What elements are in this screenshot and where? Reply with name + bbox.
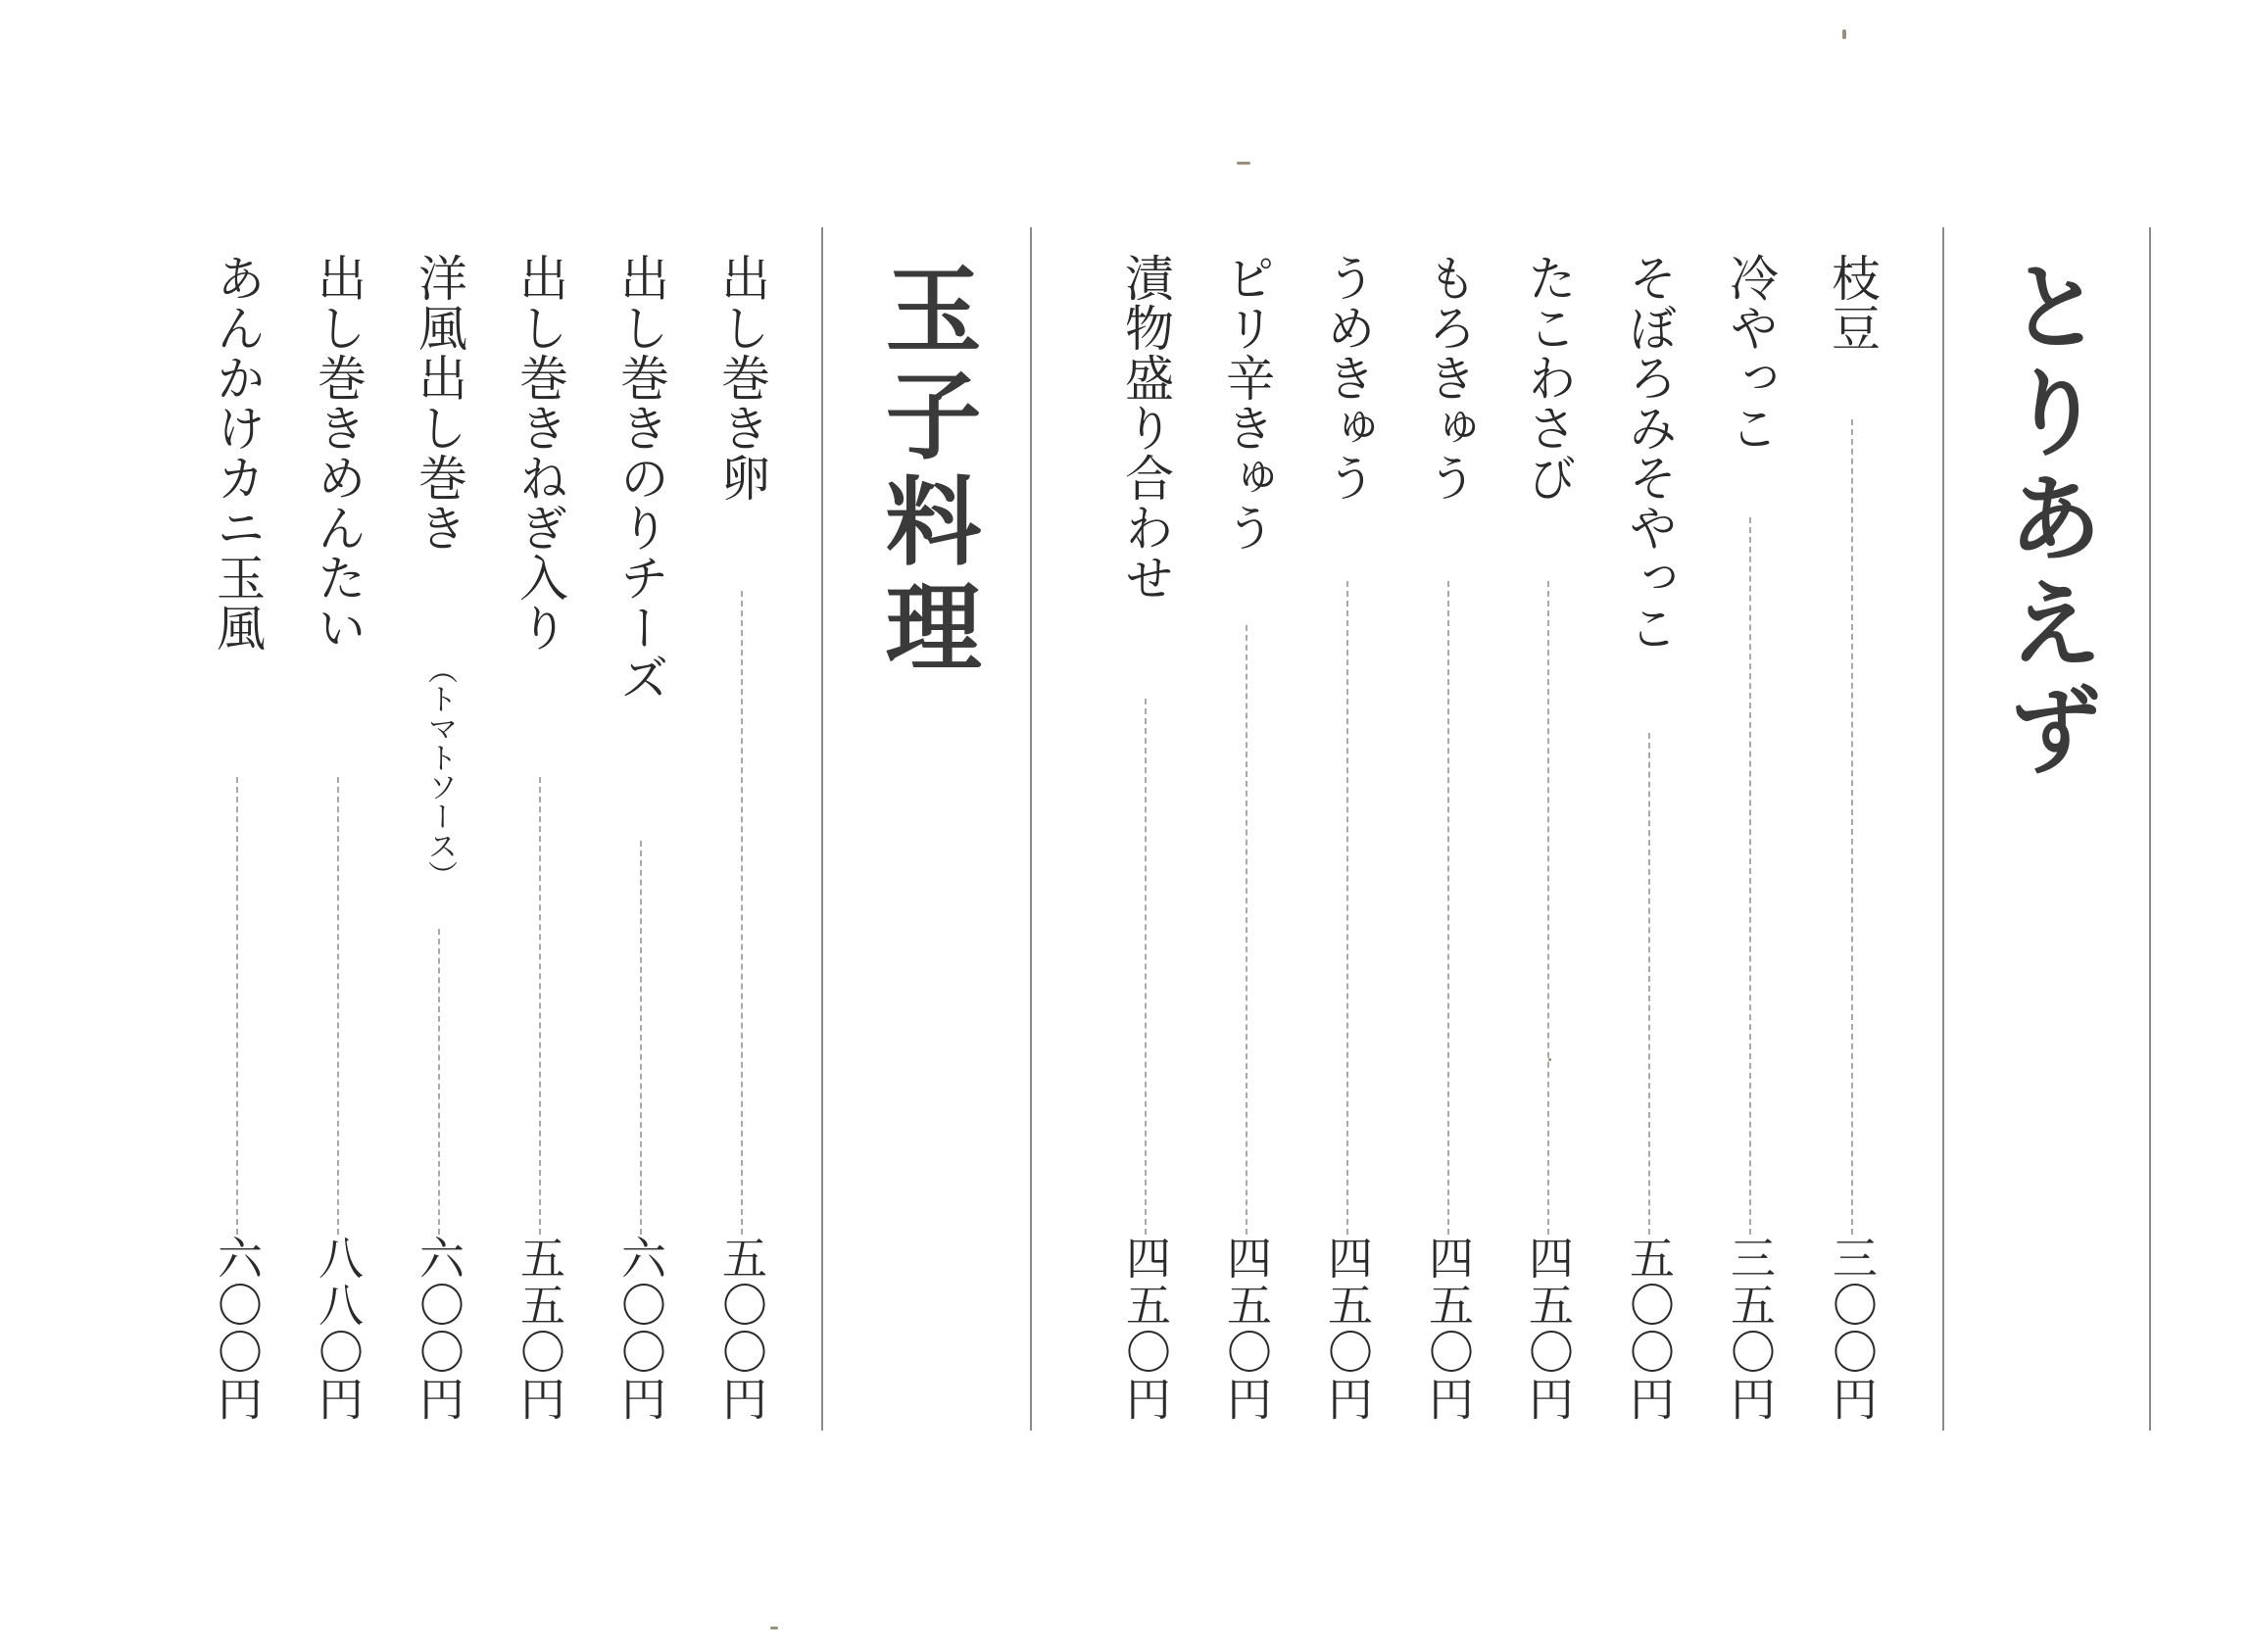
menu-item-name: 出し巻きのりチーズ xyxy=(612,253,669,703)
menu-item-name: もろきゅう xyxy=(1420,253,1477,503)
menu-item-price: 五〇〇円 xyxy=(715,1235,768,1423)
menu-item-price: 四五〇円 xyxy=(1422,1235,1475,1423)
dotted-leader xyxy=(438,929,440,1235)
menu-item xyxy=(1215,253,1278,1431)
menu-item-name: ピリ辛きゅう xyxy=(1218,253,1275,553)
menu-item xyxy=(1114,253,1177,1431)
menu-item xyxy=(1618,253,1681,1431)
dotted-leader xyxy=(539,777,541,1235)
dotted-leader xyxy=(1648,733,1650,1235)
menu-item xyxy=(1719,253,1782,1431)
menu-item-name: そぼろみそやっこ xyxy=(1621,253,1678,653)
menu-item-name: 出し巻きねぎ入り xyxy=(512,253,568,653)
menu-item-price: 五〇〇円 xyxy=(1623,1235,1676,1423)
menu-item xyxy=(1517,253,1580,1431)
menu-item xyxy=(1417,253,1480,1431)
dotted-leader xyxy=(741,591,743,1235)
menu-item-price: 三〇〇円 xyxy=(1826,1235,1879,1423)
dotted-leader xyxy=(236,777,238,1235)
menu-item-name: 洋風出し巻き xyxy=(411,253,467,553)
paper-speck xyxy=(1237,162,1250,165)
menu-item-price: 四五〇円 xyxy=(1321,1235,1374,1423)
menu-item-price: 四五〇円 xyxy=(1522,1235,1575,1423)
menu-item-price: 六〇〇円 xyxy=(211,1235,264,1423)
menu-item xyxy=(307,253,369,1431)
paper-speck xyxy=(1842,29,1846,39)
menu-item-name: 枝豆 xyxy=(1824,253,1881,353)
menu-item xyxy=(610,253,672,1431)
menu-item-note: （トマトソース） xyxy=(422,655,457,890)
dotted-leader xyxy=(640,841,642,1235)
menu-item-price: 六〇〇円 xyxy=(614,1235,667,1423)
dotted-leader xyxy=(1145,699,1147,1235)
menu-item-name: 出し巻きめんたい xyxy=(310,253,367,653)
menu-item-name: 出し巻き卵 xyxy=(713,253,770,503)
section-title-tamago-ryouri: 玉子料理 xyxy=(869,260,982,683)
menu-item-price: 三五〇円 xyxy=(1724,1235,1777,1423)
divider-section-2-start xyxy=(821,227,823,1431)
menu-item xyxy=(408,253,470,1431)
menu-item-price: 六〇〇円 xyxy=(413,1235,465,1423)
menu-item-name: 冷やっこ xyxy=(1722,253,1779,453)
divider-section-1-start xyxy=(1942,227,1944,1431)
menu-item-name: 漬物盛り合わせ xyxy=(1117,253,1174,603)
dotted-leader xyxy=(1346,581,1348,1235)
menu-item xyxy=(509,253,571,1431)
menu-item-price: 四五〇円 xyxy=(1119,1235,1172,1423)
section-title-toriaezu: とりあえず xyxy=(1991,257,2104,786)
menu-item-price: 八八〇円 xyxy=(312,1235,365,1423)
divider-right-edge xyxy=(2149,227,2151,1431)
dotted-leader xyxy=(1447,581,1449,1235)
menu-item-price: 五五〇円 xyxy=(514,1235,566,1423)
menu-item xyxy=(710,253,773,1431)
menu-item-name: たこわさび xyxy=(1520,253,1577,503)
menu-item xyxy=(1316,253,1379,1431)
dotted-leader xyxy=(1749,517,1751,1235)
divider-between-sections xyxy=(1030,227,1032,1431)
menu-item-name: あんかけカニ玉風 xyxy=(209,253,266,653)
dotted-leader xyxy=(337,777,339,1235)
dotted-leader xyxy=(1851,419,1853,1235)
paper-speck xyxy=(770,1627,778,1629)
dotted-leader xyxy=(1246,625,1247,1235)
menu-item-name: うめきゅう xyxy=(1319,253,1376,503)
menu-item xyxy=(1821,253,1883,1431)
menu-item-price: 四五〇円 xyxy=(1220,1235,1273,1423)
menu-item xyxy=(206,253,269,1431)
dotted-leader xyxy=(1547,581,1549,1235)
paper-speck xyxy=(1548,1058,1551,1061)
